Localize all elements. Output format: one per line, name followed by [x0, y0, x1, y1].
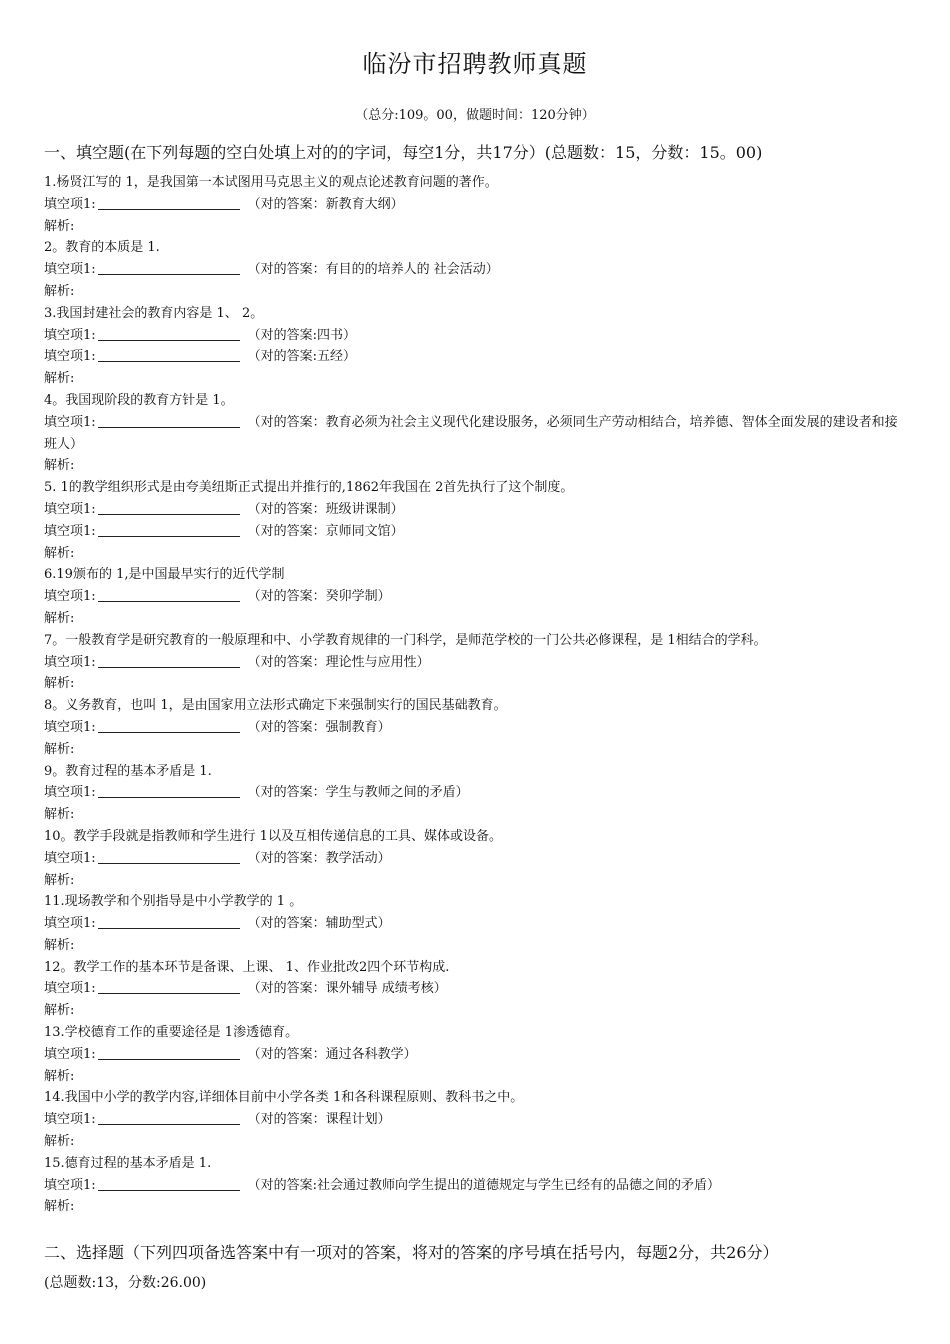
answer-blank-field[interactable]	[98, 587, 240, 602]
analysis-label: 解析:	[44, 610, 75, 626]
correct-answer: （对的答案：辅助型式）	[247, 916, 391, 932]
question-block	[44, 891, 910, 956]
blank-label: 填空项1:	[44, 719, 96, 735]
question-block	[44, 1153, 910, 1218]
blank-row	[44, 194, 910, 216]
exam-meta: （总分:109。00，做题时间：120分钟）	[355, 108, 595, 123]
question-block	[44, 1022, 910, 1087]
answer-blank-field[interactable]	[98, 347, 240, 362]
answer-blank-field[interactable]	[98, 849, 240, 864]
blank-row	[44, 499, 910, 521]
blank-row	[44, 1109, 910, 1131]
question-block	[44, 826, 910, 891]
blank-label: 填空项1:	[44, 262, 96, 278]
analysis-label: 解析:	[44, 1003, 75, 1019]
analysis-label: 解析:	[44, 283, 75, 299]
section-heading-multiple-choice: 二、选择题（下列四项备选答案中有一项对的答案，将对的答案的序号填在括号内，每题2分，共26分）	[44, 1243, 779, 1262]
analysis-label: 解析:	[44, 807, 75, 823]
answer-blank-field[interactable]	[98, 653, 240, 668]
section-heading-fill-blank: 一、填空题(在下列每题的空白处填上对的的字词，每空1分，共17分）(总题数：15，分数：15。00)	[44, 143, 763, 162]
section-count: (总题数:13，分数:26.00)	[44, 1275, 207, 1291]
blank-row	[44, 1044, 910, 1066]
answer-blank-field[interactable]	[98, 195, 240, 210]
question-list	[44, 172, 910, 1218]
question-block	[44, 477, 910, 564]
correct-answer: （对的答案：班级讲课制）	[247, 501, 404, 517]
question-text: 15.德育过程的基本矛盾是 1.	[44, 1155, 212, 1171]
question-block	[44, 957, 910, 1022]
question-text: 7。一般教育学是研究教育的一般原理和中、小学教育规律的一门科学，是师范学校的一门公共必修课程，是 1相结合的学科。	[44, 632, 767, 648]
question-block	[44, 1087, 910, 1152]
answer-blank-field[interactable]	[98, 500, 240, 515]
question-block	[44, 564, 910, 629]
correct-answer: （对的答案：教学活动）	[247, 850, 391, 866]
blank-row	[44, 325, 910, 347]
question-block	[44, 172, 910, 237]
correct-answer: （对的答案：通过各科教学）	[247, 1046, 417, 1062]
correct-answer: （对的答案：课外辅导 成绩考核）	[247, 981, 447, 997]
question-block	[44, 630, 910, 695]
analysis-label: 解析:	[44, 545, 75, 561]
blank-label: 填空项1:	[44, 1046, 96, 1062]
blank-label: 填空项1:	[44, 654, 96, 670]
analysis-label: 解析:	[44, 1068, 75, 1084]
analysis-label: 解析:	[44, 741, 75, 757]
blank-label: 填空项1:	[44, 1177, 96, 1193]
analysis-label: 解析:	[44, 1134, 75, 1150]
blank-row	[44, 412, 910, 456]
question-text: 12。教学工作的基本环节是备课、上课、 1、作业批改2四个环节构成.	[44, 959, 450, 975]
blank-row	[44, 652, 910, 674]
question-text: 2。教育的本质是 1.	[44, 240, 160, 256]
blank-label: 填空项1:	[44, 589, 96, 605]
correct-answer: （对的答案：新教育大纲）	[247, 196, 404, 212]
answer-blank-field[interactable]	[98, 979, 240, 994]
question-text: 13.学校德育工作的重要途径是 1渗透德育。	[44, 1025, 299, 1041]
blank-row	[44, 1175, 910, 1197]
question-text: 14.我国中小学的教学内容,详细体目前中小学各类 1和各科课程原则、教科书之中。	[44, 1090, 524, 1106]
blank-row	[44, 346, 910, 368]
question-text: 4。我国现阶段的教育方针是 1。	[44, 392, 234, 408]
blank-row	[44, 782, 910, 804]
blank-label: 填空项1:	[44, 327, 96, 343]
correct-answer: （对的答案:社会通过教师向学生提出的道德规定与学生已经有的品德之间的矛盾）	[247, 1177, 721, 1193]
correct-answer: （对的答案：有目的的培养人的 社会活动）	[247, 262, 499, 278]
blank-label: 填空项1:	[44, 523, 96, 539]
analysis-label: 解析:	[44, 676, 75, 692]
correct-answer: （对的答案：教育必须为社会主义现代化建设服务，必须同生产劳动相结合，培养德、智体全面发展的建设者和接班人）	[44, 414, 898, 452]
blank-row	[44, 848, 910, 870]
blank-label: 填空项1:	[44, 414, 96, 430]
blank-row	[44, 978, 910, 1000]
correct-answer: （对的答案：理论性与应用性）	[247, 654, 430, 670]
answer-blank-field[interactable]	[98, 260, 240, 275]
analysis-label: 解析:	[44, 1199, 75, 1215]
answer-blank-field[interactable]	[98, 1045, 240, 1060]
answer-blank-field[interactable]	[98, 914, 240, 929]
correct-answer: （对的答案:四书）	[247, 327, 357, 343]
question-text: 5. 1的教学组织形式是由夸美纽斯正式提出并推行的,1862年我国在 2首先执行了这个制度。	[44, 480, 574, 496]
analysis-label: 解析:	[44, 937, 75, 953]
correct-answer: （对的答案:五经）	[247, 349, 357, 365]
answer-blank-field[interactable]	[98, 718, 240, 733]
question-text: 9。教育过程的基本矛盾是 1.	[44, 763, 212, 779]
page-title: 临汾市招聘教师真题	[362, 50, 588, 78]
question-block	[44, 303, 910, 390]
answer-blank-field[interactable]	[98, 522, 240, 537]
question-text: 3.我国封建社会的教育内容是 1、 2。	[44, 305, 264, 321]
answer-blank-field[interactable]	[98, 783, 240, 798]
blank-row	[44, 521, 910, 543]
correct-answer: （对的答案：课程计划）	[247, 1112, 391, 1128]
blank-label: 填空项1:	[44, 349, 96, 365]
blank-label: 填空项1:	[44, 196, 96, 212]
blank-label: 填空项1:	[44, 501, 96, 517]
question-block	[44, 761, 910, 826]
analysis-label: 解析:	[44, 872, 75, 888]
correct-answer: （对的答案：癸卯学制）	[247, 589, 391, 605]
analysis-label: 解析:	[44, 458, 75, 474]
question-text: 1.杨贤江写的 1，是我国第一本试图用马克思主义的观点论述教育问题的著作。	[44, 175, 498, 190]
blank-label: 填空项1:	[44, 981, 96, 997]
question-block	[44, 237, 910, 302]
analysis-label: 解析:	[44, 371, 75, 387]
question-block	[44, 695, 910, 760]
question-text: 11.现场教学和个别指导是中小学教学的 1 。	[44, 894, 303, 910]
blank-label: 填空项1:	[44, 785, 96, 801]
blank-row	[44, 717, 910, 739]
correct-answer: （对的答案：京师同文馆）	[247, 523, 404, 539]
answer-blank-field[interactable]	[98, 326, 240, 341]
blank-row	[44, 259, 910, 281]
blank-label: 填空项1:	[44, 850, 96, 866]
question-text: 10。教学手段就是指教师和学生进行 1以及互相传递信息的工具、媒体或设备。	[44, 828, 502, 844]
correct-answer: （对的答案：强制教育）	[247, 719, 391, 735]
question-block	[44, 390, 910, 477]
answer-blank-field[interactable]	[98, 413, 240, 428]
blank-label: 填空项1:	[44, 916, 96, 932]
answer-blank-field[interactable]	[98, 1110, 240, 1125]
analysis-label: 解析:	[44, 218, 75, 234]
correct-answer: （对的答案：学生与教师之间的矛盾）	[247, 785, 469, 801]
blank-label: 填空项1:	[44, 1112, 96, 1128]
question-text: 8。义务教育，也叫 1，是由国家用立法形式确定下来强制实行的国民基础教育。	[44, 698, 507, 714]
blank-row	[44, 586, 910, 608]
question-text: 6.19颁布的 1,是中国最早实行的近代学制	[44, 567, 285, 583]
blank-row	[44, 913, 910, 935]
answer-blank-field[interactable]	[98, 1176, 240, 1191]
